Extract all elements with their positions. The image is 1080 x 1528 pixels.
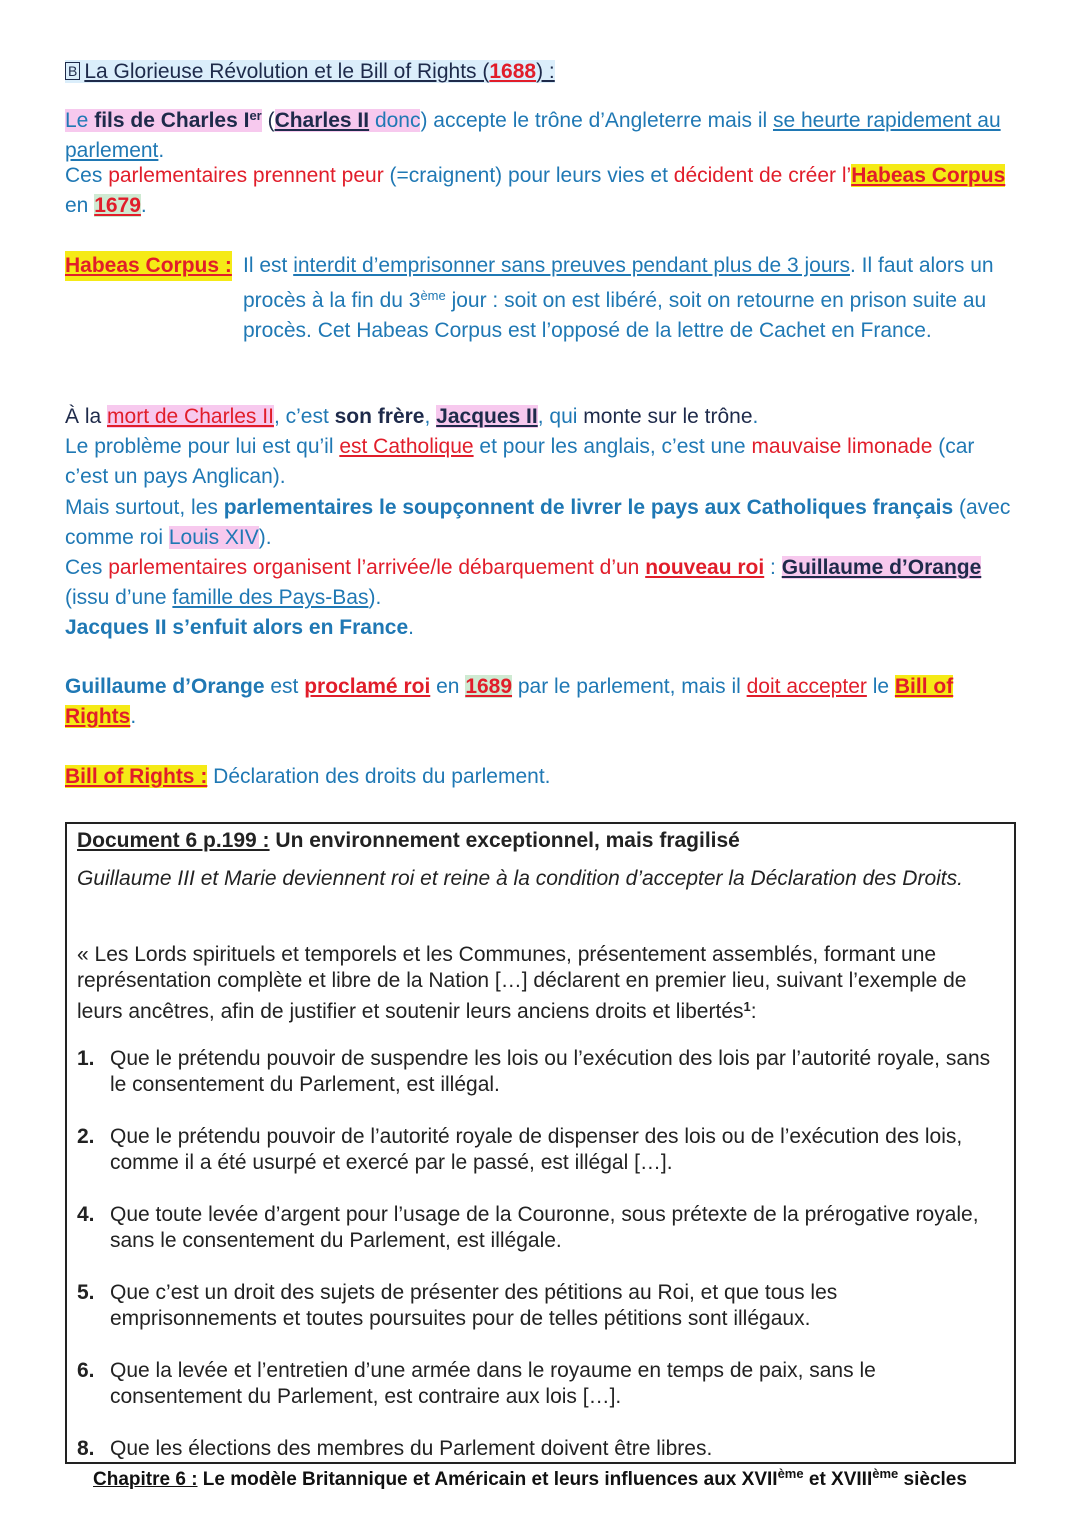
item-number: 4. [77, 1203, 95, 1226]
text: ) accepte le trône d’Angleterre mais il [420, 109, 773, 132]
paragraph-charles-ii [65, 101, 1015, 166]
text: parlementaires prennent peur [108, 164, 384, 187]
section-title-text: La Glorieuse Révolution et le Bill of Rights ( [84, 60, 490, 83]
text: est [264, 675, 305, 698]
text: Le [65, 109, 95, 132]
text: (avec comme roi [65, 495, 1011, 549]
text: Jacques II s’enfuit alors en France [65, 616, 409, 640]
text: et pour les anglais, c’est une [473, 435, 752, 459]
text: jour : soit on est libéré, soit on retourne en prison suite au procès. Cet Habeas Corpus est l’opposé de la lettre de Cachet en France. [243, 289, 987, 343]
text: son frère [334, 405, 425, 428]
text: Charles II [274, 109, 370, 132]
list-item [77, 1202, 1006, 1254]
item-number: 1. [77, 1047, 95, 1070]
text: (=craignent) pour leurs vies et [383, 164, 674, 187]
text: . Il faut alors un procès à la fin du 3 [243, 254, 994, 313]
definition-label: Habeas Corpus : [65, 251, 232, 281]
text: Le problème pour lui est qu’il [65, 435, 340, 459]
text: er [249, 108, 262, 123]
text: nouveau roi [645, 556, 765, 580]
list-item [77, 1358, 1006, 1410]
text: Ces [65, 556, 109, 580]
item-text: Que la levée et l’entretien d’une armée dans le royaume en temps de paix, sans le consentement du Parlement, est contraire aux lois […]. [110, 1359, 876, 1408]
text: Jacques II [436, 405, 538, 428]
text: est Catholique [339, 435, 474, 459]
text: Mais surtout, les [65, 495, 224, 519]
text: , c’est [273, 405, 335, 428]
page-footer [93, 1466, 1053, 1491]
text: : [764, 556, 782, 580]
text: Louis XIV [168, 525, 259, 549]
text: donc [369, 109, 421, 132]
text: doit accepter [746, 675, 867, 698]
text: ( [261, 109, 275, 132]
text: . [140, 194, 147, 218]
definition-bill-of-rights [65, 762, 1015, 792]
text: Il est [243, 254, 294, 277]
document-quote [77, 942, 1006, 1025]
text: interdit d’emprisonner sans preuves pendant plus de 3 jours [293, 254, 851, 277]
list-item [77, 1436, 1006, 1462]
text: . [408, 616, 414, 640]
text: décident de créer l’ [673, 164, 852, 187]
item-text: Que le prétendu pouvoir de suspendre les lois ou l’exécution des lois par l’autorité royale, sans le consentement du Parlement, est illégal. [110, 1047, 991, 1096]
item-text: Que c’est un droit des sujets de présenter des pétitions au Roi, et que tous les emprisonnements et toutes poursuites pour de telles pétitions sont illégaux. [110, 1281, 838, 1330]
text: Guillaume d’Orange [781, 556, 982, 580]
text: fils de Charles I [94, 109, 250, 132]
text: , [424, 405, 437, 428]
text: Ces [65, 164, 109, 187]
document-title [77, 828, 1006, 854]
text: Le modèle Britannique et Américain et leurs influences aux XVII [197, 1469, 778, 1490]
text: 1 [743, 999, 751, 1014]
text: 1689 [465, 675, 513, 698]
text: ème [420, 288, 446, 304]
text: et XVIII [803, 1469, 873, 1490]
document-box [65, 822, 1016, 1464]
definition-text [243, 251, 1023, 347]
text: parlementaires organisent l’arrivée [108, 556, 431, 580]
list-item [77, 1280, 1006, 1332]
text: (car c’est un pays Anglican). [65, 435, 975, 489]
text: proclamé roi [304, 675, 431, 698]
paragraph-parlementaires [65, 161, 1015, 221]
text: Un environnement exceptionnel, mais fragilisé [269, 829, 740, 852]
paragraph-jacques-ii [65, 402, 1017, 644]
document-intro: Guillaume III et Marie deviennent roi et reine à la condition d’accepter la Déclaration des Droits. [77, 867, 963, 890]
item-text: Que les élections des membres du Parlement doivent être libres. [110, 1437, 713, 1460]
item-text: Que toute levée d’argent pour l’usage de la Couronne, sous prétexte de la prérogative royale, sans le consentement du Parlement, est illégale. [110, 1203, 979, 1252]
text: se heurte rapidement au parlement [65, 109, 1001, 163]
text: siècles [898, 1469, 967, 1490]
section-year: 1688 [489, 60, 537, 83]
text: en [65, 194, 95, 218]
section-title [65, 57, 1015, 87]
text: Bill of Rights [65, 675, 954, 729]
definition-text: Déclaration des droits du parlement. [207, 765, 551, 788]
text: Document 6 p.199 : [77, 829, 270, 852]
text: Guillaume d’Orange [65, 675, 265, 698]
text: , qui [537, 405, 584, 428]
text: (issu d’une [65, 586, 173, 610]
text: monte sur le trône [583, 405, 753, 428]
text: . [158, 139, 165, 163]
text: ème [777, 1466, 804, 1481]
item-number: 2. [77, 1125, 95, 1148]
definition-label: Bill of Rights : [65, 765, 208, 788]
section-letter: B [65, 62, 80, 80]
item-number: 6. [77, 1359, 95, 1382]
section-title-end: ) : [536, 60, 555, 83]
item-number: 8. [77, 1437, 95, 1460]
text: Habeas Corpus [851, 164, 1006, 187]
text: « Les Lords spirituels et temporels et les Communes, présentement assemblés, formant une représentation complète et libre de la Nation […] déclarent en premier lieu, suivant l’exemple de leurs ancêtres, afin de justifier et soutenir leurs anciens droits et libertés [77, 943, 967, 1023]
text: par le parlement, mais il [512, 675, 747, 698]
paragraph-guillaume [65, 672, 995, 732]
text: mauvaise limonade [751, 435, 933, 459]
text: le [866, 675, 895, 698]
text: /le débarquement d’un [430, 556, 646, 580]
footer-label: Chapitre 6 : [93, 1469, 198, 1490]
text: mort de Charles II [107, 405, 274, 428]
text: : [750, 1000, 757, 1023]
item-text: Que le prétendu pouvoir de l’autorité royale de dispenser des lois ou de l’exécution des lois, comme il a été usurpé et exercé par le passé, est illégal […]. [110, 1125, 963, 1174]
text: ). [368, 586, 382, 610]
text: parlementaires le soupçonnent de livrer le pays aux Catholiques français [223, 495, 954, 519]
list-item [77, 1124, 1006, 1176]
text: . [130, 705, 137, 729]
text: en [430, 675, 466, 698]
list-item [77, 1046, 1006, 1098]
text: famille des Pays-Bas [172, 586, 369, 610]
text: À la [65, 405, 108, 428]
item-number: 5. [77, 1281, 95, 1304]
text: . [752, 405, 759, 428]
text: 1679 [94, 194, 141, 218]
text: ème [872, 1466, 899, 1481]
text: ). [258, 525, 272, 549]
